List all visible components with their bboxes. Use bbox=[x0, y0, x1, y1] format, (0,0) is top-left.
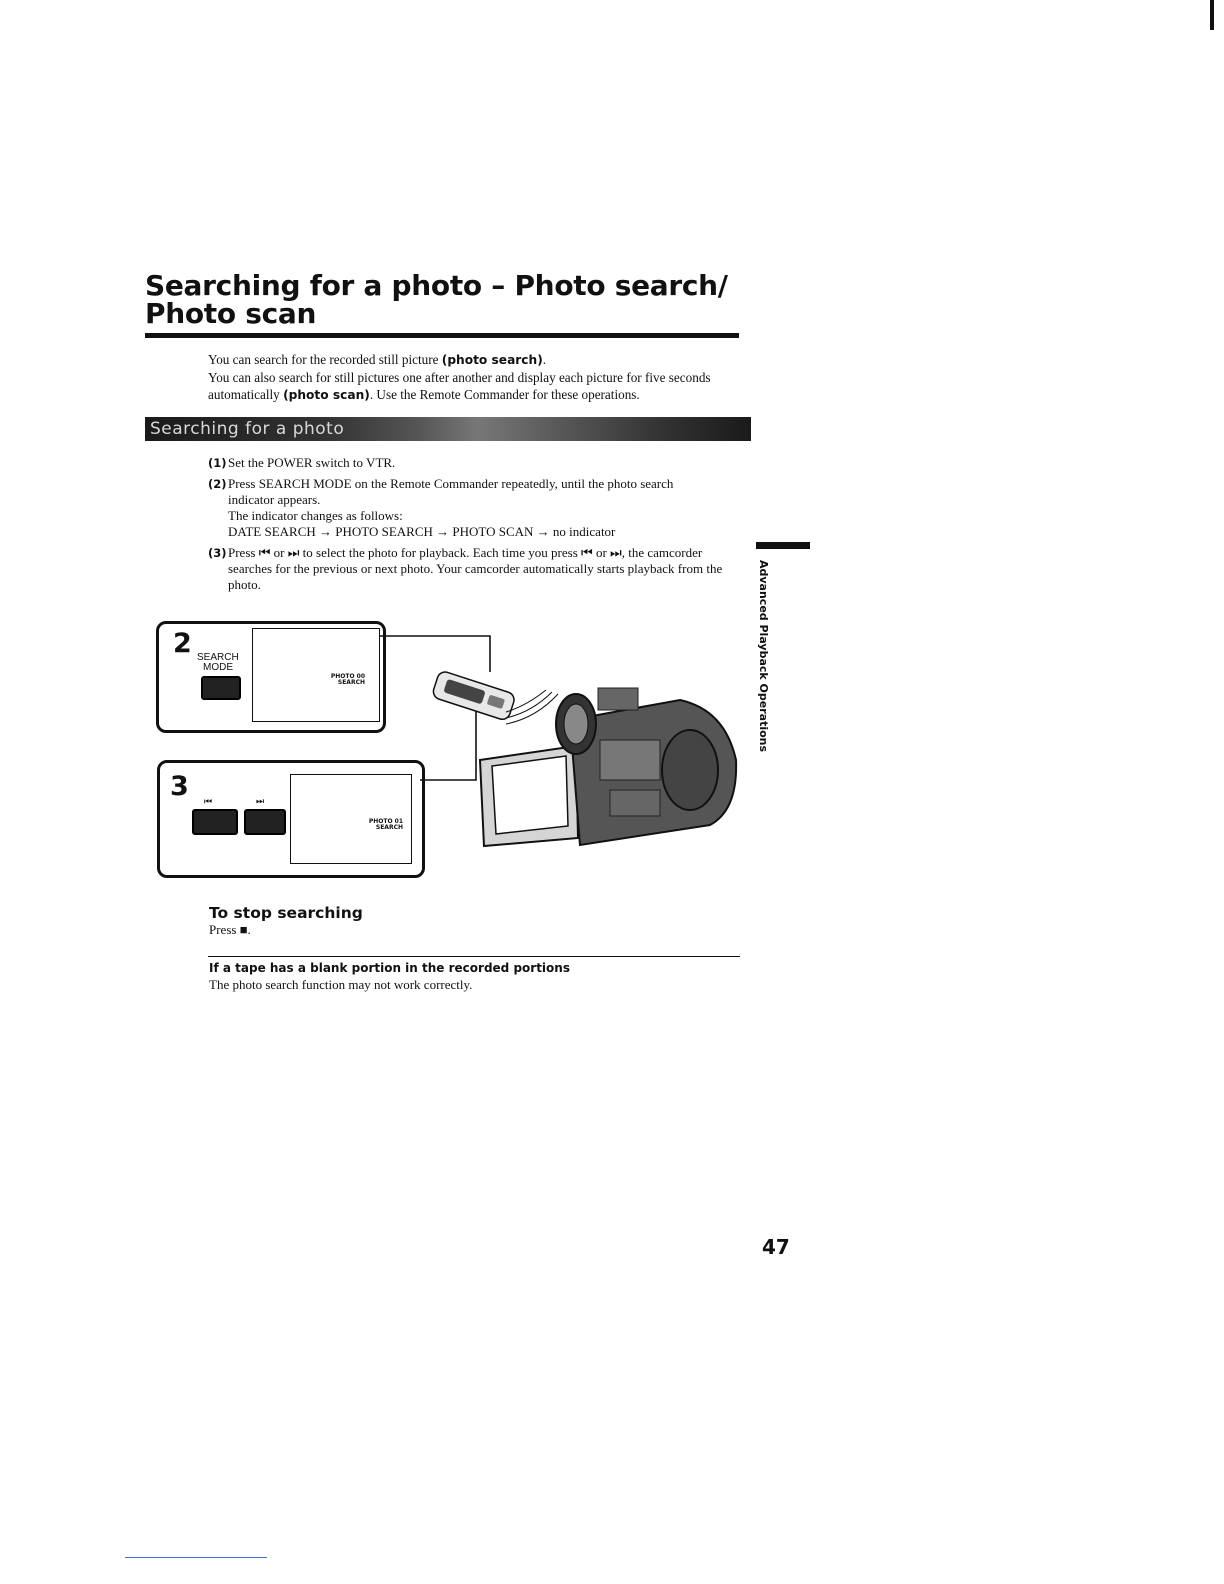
figure-step-number: 2 bbox=[173, 628, 192, 659]
title-line-1: Searching for a photo – Photo search/ bbox=[145, 269, 728, 302]
camcorder-illustration bbox=[380, 620, 760, 880]
intro-keyword: (photo search) bbox=[441, 353, 543, 367]
step-text: Set the POWER switch to VTR. bbox=[228, 455, 396, 470]
step-number: (2) bbox=[208, 477, 227, 491]
stop-text: Press ■. bbox=[209, 922, 251, 937]
lcd-panel-icon bbox=[480, 746, 578, 846]
osd-text: PHOTO 01 bbox=[368, 818, 403, 825]
next-button bbox=[244, 809, 286, 835]
note-heading: If a tape has a blank portion in the recorded portions bbox=[209, 961, 570, 975]
osd-text: SEARCH bbox=[337, 679, 365, 686]
step-text: Press ⏮ or ⏭ to select the photo for playback. Each time you press ⏮ or ⏭, the camcorder searches for the previous or next photo. Your camcorder automatically starts playback from the photo. bbox=[228, 545, 723, 592]
screen-indicator bbox=[331, 674, 365, 686]
scan-edge-mark bbox=[1210, 0, 1214, 30]
search-mode-label: SEARCH bbox=[197, 652, 239, 663]
figure-step-number: 3 bbox=[170, 771, 189, 802]
figure-step-2-box bbox=[156, 621, 386, 733]
side-tab-marker bbox=[756, 542, 810, 549]
prev-button bbox=[192, 809, 238, 835]
note-divider bbox=[208, 956, 740, 957]
title-line-2: Photo scan bbox=[145, 297, 317, 330]
step-1 bbox=[208, 455, 396, 471]
intro-text: . Use the Remote Commander for these operations. bbox=[369, 387, 640, 402]
step-subtext: The indicator changes as follows: bbox=[228, 508, 403, 523]
bottom-rule bbox=[125, 1557, 267, 1558]
prev-icon: ⏮ bbox=[204, 796, 213, 806]
page-number: 47 bbox=[762, 1235, 790, 1259]
intro-text: You can also search for still pictures one after another and display each picture for five seconds automatically bbox=[208, 370, 711, 402]
intro-text: . bbox=[542, 352, 547, 367]
step-text: Press SEARCH MODE on the Remote Commander repeatedly, until the photo search indicator appears. bbox=[228, 476, 674, 507]
step-2 bbox=[208, 476, 674, 539]
step-number: (1) bbox=[208, 456, 227, 470]
section-heading: Searching for a photo bbox=[150, 419, 345, 439]
side-tab-label: Advanced Playback Operations bbox=[757, 560, 770, 753]
remote-commander-icon bbox=[431, 670, 516, 721]
title-rule bbox=[145, 333, 739, 338]
intro-keyword: (photo scan) bbox=[283, 388, 370, 402]
viewfinder-screen bbox=[252, 628, 380, 722]
stop-heading: To stop searching bbox=[209, 904, 363, 922]
step-3 bbox=[208, 545, 723, 592]
osd-text: SEARCH bbox=[375, 824, 403, 831]
step-number: (3) bbox=[208, 546, 227, 560]
intro-text: You can search for the recorded still picture bbox=[208, 352, 442, 367]
intro-paragraph bbox=[208, 351, 748, 404]
search-mode-button bbox=[201, 676, 241, 700]
search-mode-label: MODE bbox=[203, 662, 233, 673]
step-subtext: DATE SEARCH → PHOTO SEARCH → PHOTO SCAN → no indicator bbox=[228, 524, 616, 539]
next-icon: ⏭ bbox=[256, 796, 265, 806]
camcorder-body-icon bbox=[556, 688, 736, 845]
note-text: The photo search function may not work correctly. bbox=[209, 977, 473, 992]
osd-text: PHOTO 00 bbox=[330, 673, 365, 680]
page-title bbox=[145, 269, 728, 330]
